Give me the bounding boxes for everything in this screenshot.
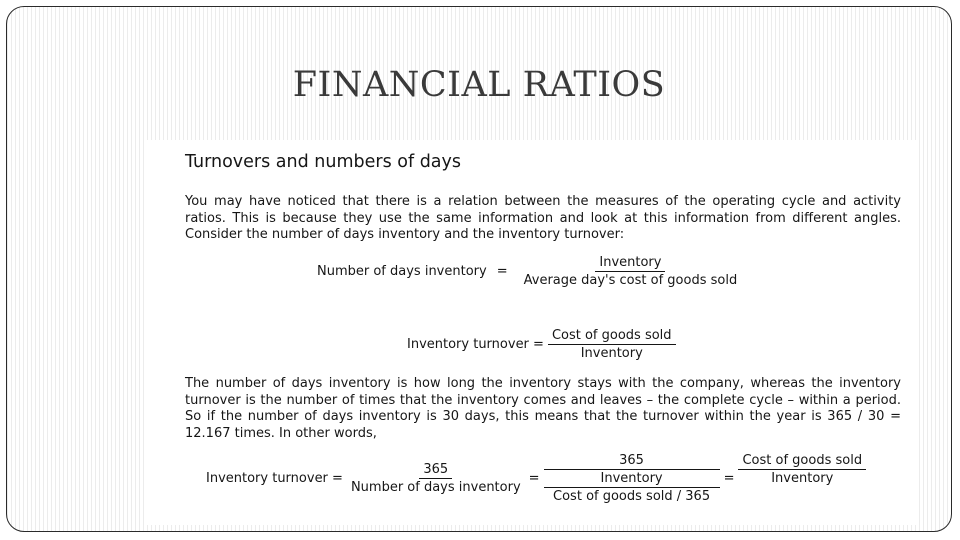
content-image (145, 140, 918, 525)
formula-turnover-derivation (202, 452, 866, 505)
numerator: Inventory (595, 254, 665, 272)
numerator: 365 (419, 461, 452, 479)
denominator: Inventory (580, 346, 643, 361)
paragraph-intro: You may have noticed that there is a relation between the measures of the operating cycle and activity ratios. This is because they use the same information and look at this information from different angles. Consider the number of days inventory and the inventory turnover: (185, 194, 901, 243)
denominator: Inventory (771, 471, 834, 486)
fraction-b (544, 452, 720, 505)
fraction (548, 327, 676, 362)
fraction-a (347, 461, 525, 496)
equals-sign: = (496, 264, 508, 279)
inner-numerator: Inventory (600, 471, 663, 486)
formula-inventory-turnover (403, 327, 676, 362)
inner-denominator: Cost of goods sold / 365 (553, 489, 711, 504)
formula-lhs: Inventory turnover = (407, 337, 544, 352)
numerator: Cost of goods sold (738, 452, 866, 470)
denominator: Average day's cost of goods sold (523, 273, 738, 288)
slide-title: FINANCIAL RATIOS (292, 65, 666, 105)
equals-sign: = (723, 471, 735, 486)
formula-days-inventory (317, 254, 741, 289)
equals-sign: = (528, 471, 540, 486)
slide-frame (6, 6, 952, 532)
fraction-c (738, 452, 866, 487)
numerator: Cost of goods sold (548, 327, 676, 345)
formula-lhs: Number of days inventory (317, 264, 487, 279)
paragraph-explanation: The number of days inventory is how long the inventory stays with the company, whereas the inventory turnover is the number of times that the inventory comes and leaves – the complete cycle – within a period. So if the number of days inventory is 30 days, this means that the turnover within the year is 365 / 30 = 12.167 times. In other words, (185, 376, 901, 441)
formula-lhs: Inventory turnover = (206, 471, 343, 486)
fraction (520, 254, 742, 289)
numerator: 365 (619, 453, 644, 468)
section-heading: Turnovers and numbers of days (185, 152, 462, 172)
denominator: Number of days inventory (350, 480, 521, 495)
